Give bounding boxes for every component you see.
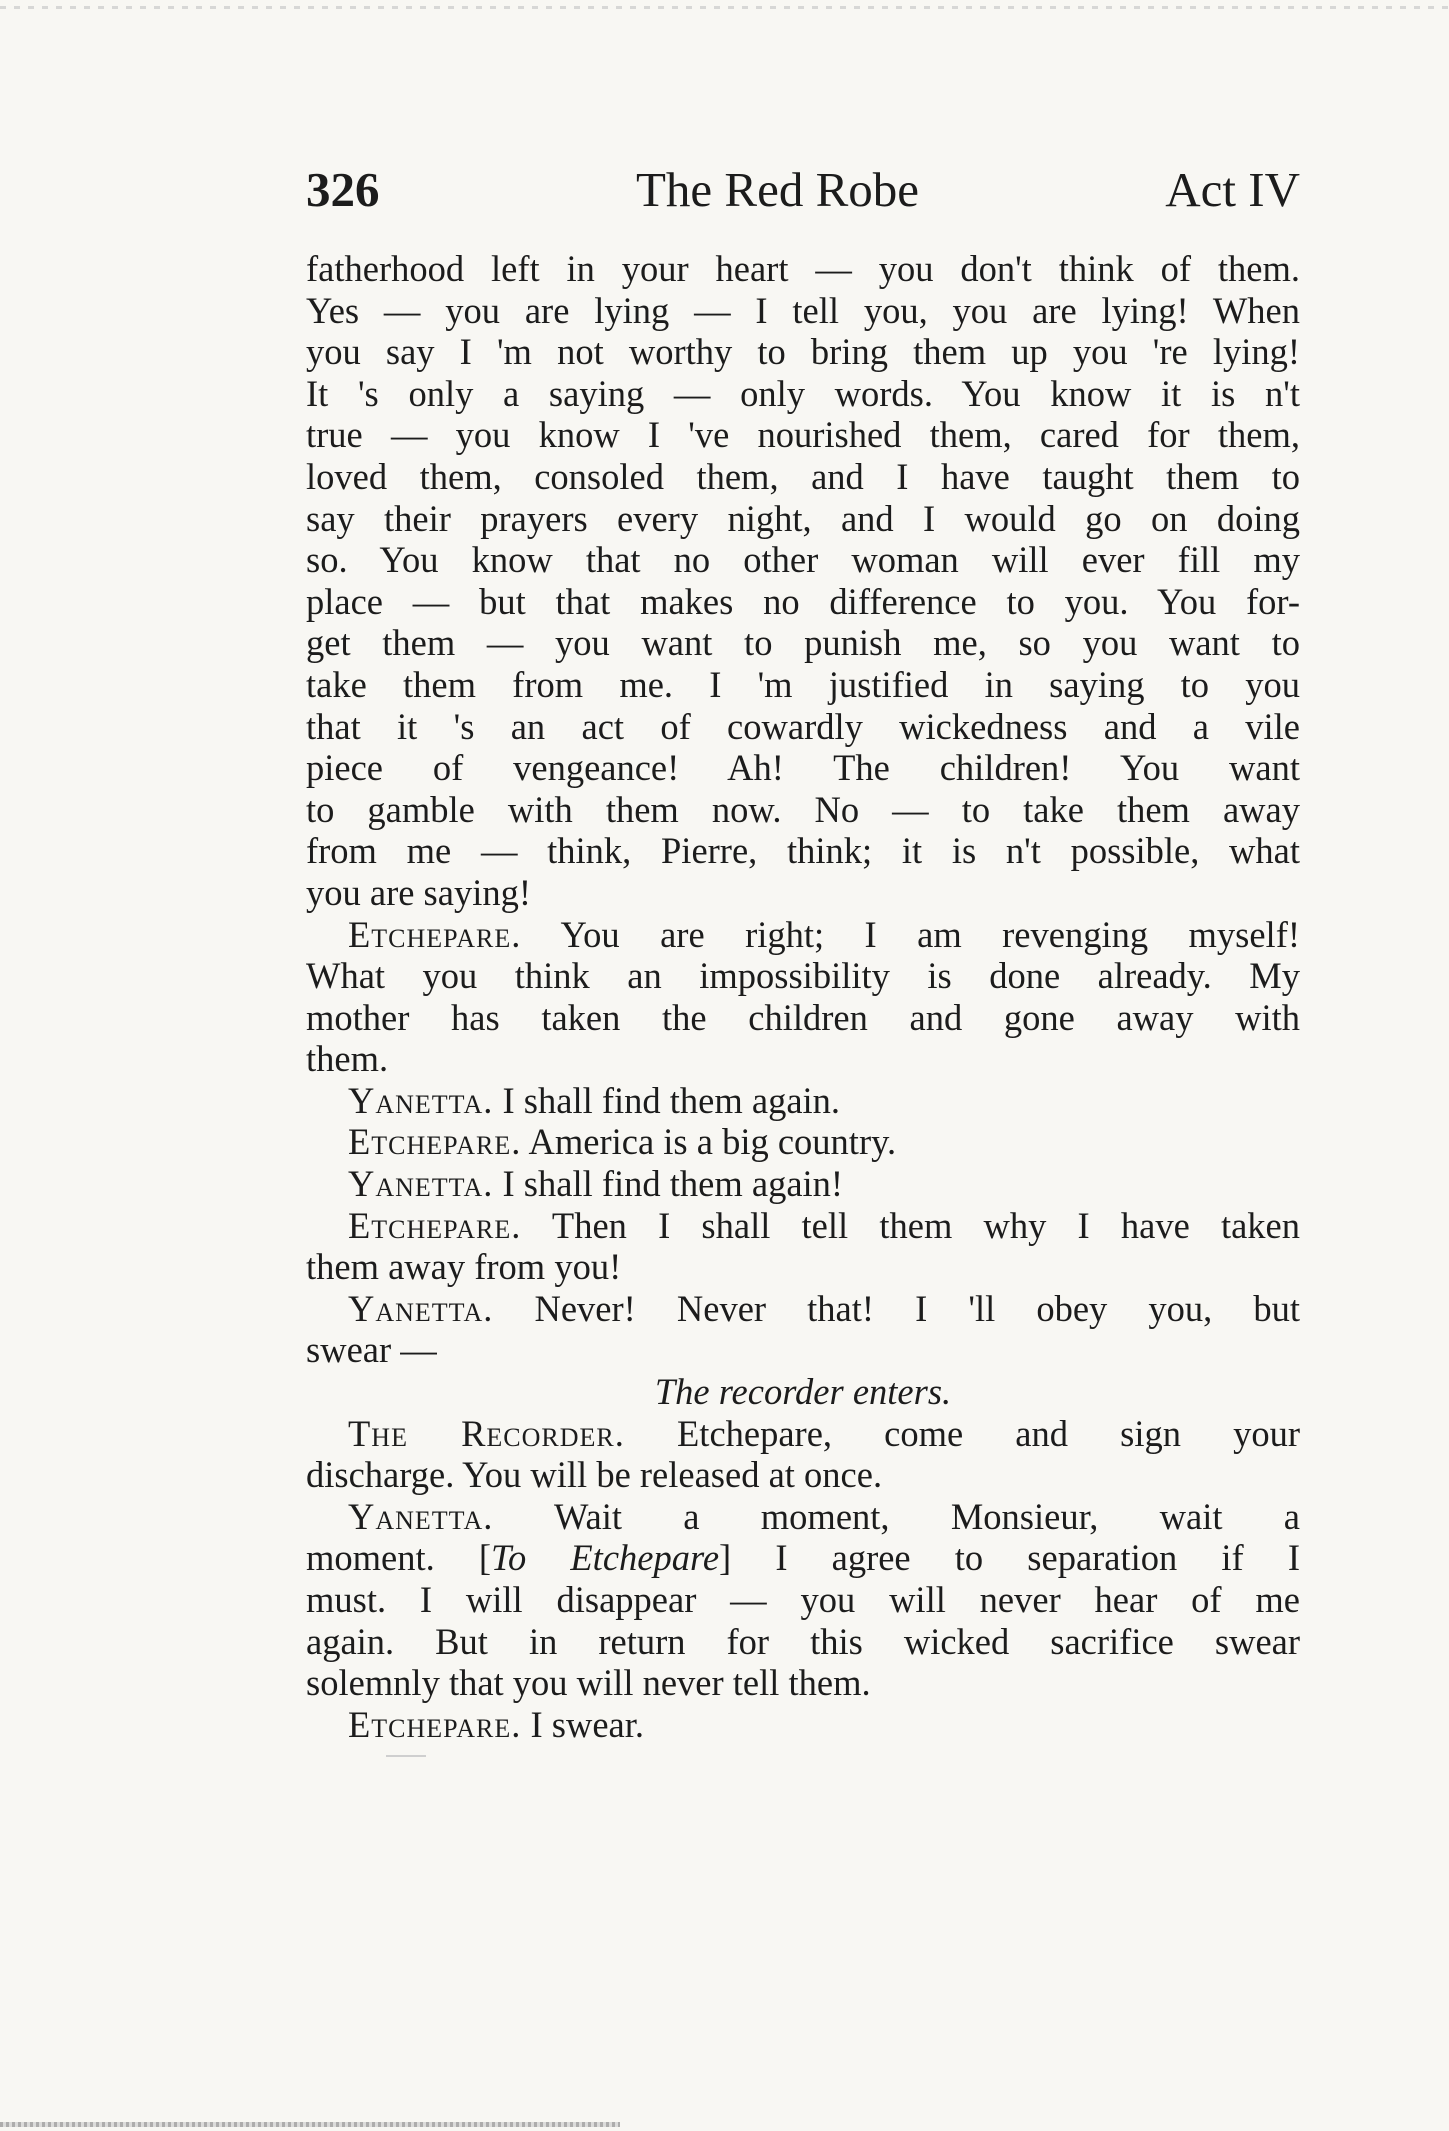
speech-text: I shall find them again. xyxy=(502,1079,841,1121)
speech-line xyxy=(306,1496,1300,1538)
text-line: you are saying! xyxy=(306,871,532,913)
speech-line xyxy=(306,1163,1300,1205)
speech-text: Then I shall tell them why I have taken xyxy=(551,1204,1301,1246)
text-line: get them — you want to punish me, so you want to xyxy=(306,622,1300,664)
scan-edge-top xyxy=(0,6,1449,9)
stray-mark xyxy=(386,1755,426,1757)
speech-text: I shall find them again! xyxy=(502,1163,844,1205)
text-line: Yes — you are lying — I tell you, you are lying! When xyxy=(306,289,1300,331)
text-line: that it 's an act of cowardly wickedness and a vile xyxy=(306,705,1300,747)
text-line: discharge. You will be released at once. xyxy=(306,1454,883,1496)
text-line: them. xyxy=(306,1038,389,1080)
text-line: from me — think, Pierre, think; it is n't possible, what xyxy=(306,830,1300,872)
speech-line xyxy=(306,914,1300,956)
text-segment: moment. [ xyxy=(306,1537,492,1579)
speaker-name: The Recorder. xyxy=(348,1412,625,1454)
text-line: you say I 'm not worthy to bring them up you 're lying! xyxy=(306,331,1300,373)
speaker-name: Yanetta. xyxy=(348,1495,494,1537)
text-line: take them from me. I 'm justified in saying to you xyxy=(306,663,1300,705)
act-label: Act IV xyxy=(1165,162,1300,217)
text-line xyxy=(306,1537,1300,1579)
text-line: must. I will disappear — you will never hear of me xyxy=(306,1579,1300,1620)
speech-text: I swear. xyxy=(530,1703,645,1745)
speech-line xyxy=(306,1121,1300,1163)
speech-text: You are right; I am revenging myself! xyxy=(560,913,1301,955)
text-line: to gamble with them now. No — to take them away xyxy=(306,788,1300,830)
stage-aside: To Etchepare xyxy=(491,1537,720,1579)
page-number: 326 xyxy=(306,162,380,217)
text-line: say their prayers every night, and I would go on doing xyxy=(306,497,1300,539)
text-line: fatherhood left in your heart — you don't think of them. xyxy=(306,248,1300,289)
speaker-name: Yanetta. xyxy=(348,1287,494,1329)
text-line: It 's only a saying — only words. You know it is n't xyxy=(306,372,1300,414)
speech-line xyxy=(306,1413,1300,1455)
speaker-name: Etchepare. xyxy=(348,1121,522,1163)
speech-text: Wait a moment, Monsieur, wait a xyxy=(554,1495,1300,1537)
text-line: again. But in return for this wicked sacrifice swear xyxy=(306,1620,1300,1662)
stage-direction: The recorder enters. xyxy=(654,1371,952,1413)
text-line: What you think an impossibility is done already. My xyxy=(306,955,1300,997)
speaker-name: Yanetta. xyxy=(348,1163,494,1205)
speaker-name: Etchepare. xyxy=(348,1703,522,1745)
text-line: piece of vengeance! Ah! The children! You want xyxy=(306,747,1300,789)
text-line: solemnly that you will never tell them. xyxy=(306,1662,871,1704)
speech-text: America is a big country. xyxy=(528,1121,897,1163)
speech-text: Never! Never that! I 'll obey you, but xyxy=(534,1287,1300,1329)
text-line: them away from you! xyxy=(306,1246,622,1288)
speech-line xyxy=(306,1704,1300,1746)
book-title: The Red Robe xyxy=(636,162,920,217)
speaker-name: Etchepare. xyxy=(348,1204,522,1246)
text-segment: ] I agree to separation if I xyxy=(719,1537,1301,1579)
speaker-name: Etchepare. xyxy=(348,913,522,955)
speech-text: Etchepare, come and sign your xyxy=(677,1412,1300,1454)
page-body xyxy=(306,248,1300,1745)
text-line: place — but that makes no difference to you. You for- xyxy=(306,580,1300,622)
text-line: mother has taken the children and gone away with xyxy=(306,996,1300,1038)
text-line: loved them, consoled them, and I have taught them to xyxy=(306,455,1300,497)
text-line: swear — xyxy=(306,1329,437,1371)
speech-line xyxy=(306,1080,1300,1122)
scan-edge-bottom xyxy=(0,2122,620,2127)
speech-line xyxy=(306,1288,1300,1330)
running-header xyxy=(306,160,1300,220)
speech-line xyxy=(306,1205,1300,1247)
text-line: true — you know I 've nourished them, cared for them, xyxy=(306,414,1300,456)
text-line: so. You know that no other woman will ever fill my xyxy=(306,539,1300,581)
speaker-name: Yanetta. xyxy=(348,1079,494,1121)
